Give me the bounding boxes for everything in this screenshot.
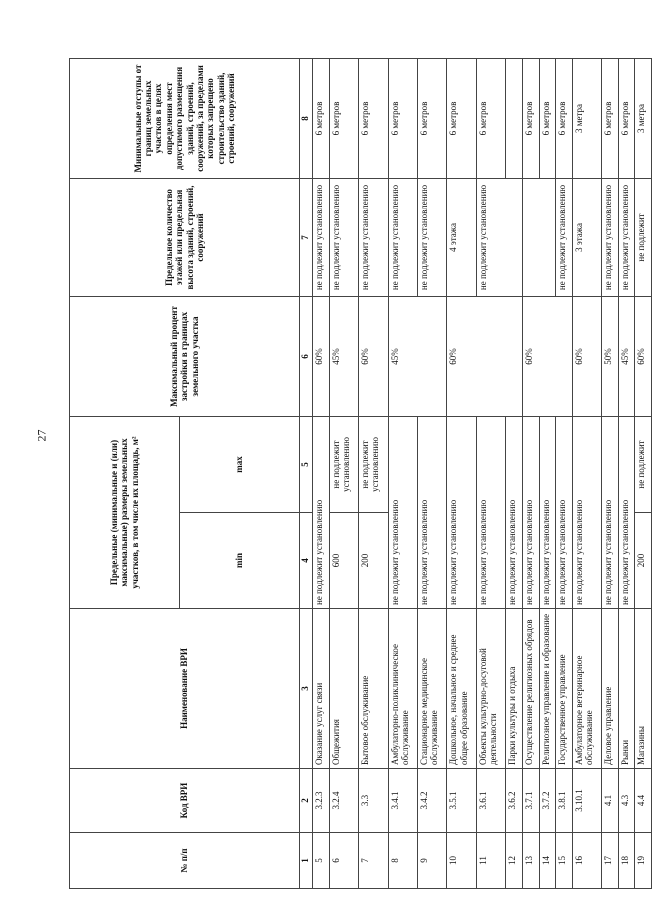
- row-floors: не подлежит установлению: [476, 178, 522, 296]
- row-floors: не подлежит установлению: [313, 178, 330, 296]
- row-code: 3.4.1: [388, 769, 417, 833]
- row-name: Стационарное медицинское обслуживание: [417, 609, 446, 769]
- row-floors: не подлежит установлению: [556, 178, 573, 296]
- table-row: [572, 58, 601, 888]
- row-setback: 6 метров: [388, 58, 417, 178]
- row-code: 3.7.2: [539, 769, 556, 833]
- column-number: 6: [300, 296, 313, 416]
- row-floors: 4 этажа: [447, 178, 476, 296]
- row-code: 4.3: [618, 769, 635, 833]
- row-setback: 3 метра: [635, 58, 652, 178]
- row-code: 4.4: [635, 769, 652, 833]
- row-setback: 6 метров: [313, 58, 330, 178]
- row-size: не подлежит установлению: [522, 416, 539, 608]
- row-coverage: 60%: [313, 296, 330, 416]
- row-coverage: 45%: [329, 296, 358, 416]
- header-coverage: Максимальный процент застройки в границах земельного участка: [70, 296, 300, 416]
- row-number: 12: [506, 833, 523, 889]
- row-floors: 3 этажа: [572, 178, 601, 296]
- row-name: Бытовое обслуживание: [359, 609, 388, 769]
- row-name: Парки культуры и отдыха: [506, 609, 523, 769]
- row-size-min: 200: [359, 513, 388, 609]
- header-num: № п/п: [70, 833, 300, 889]
- row-floors: не подлежит установлению: [359, 178, 388, 296]
- row-size-min: 200: [635, 513, 652, 609]
- column-number: 4: [300, 513, 313, 609]
- row-number: 10: [447, 833, 476, 889]
- row-name: Амбулаторно-поликлиническое обслуживание: [388, 609, 417, 769]
- table-row: [618, 58, 635, 888]
- table-row: [447, 58, 476, 888]
- row-floors: не подлежит установлению: [618, 178, 635, 296]
- row-number: 13: [522, 833, 539, 889]
- row-floors: не подлежит установлению: [417, 178, 446, 296]
- row-setback: 6 метров: [329, 58, 358, 178]
- row-floors: [522, 178, 555, 296]
- row-code: 3.7.1: [522, 769, 539, 833]
- table-row: [329, 58, 358, 888]
- row-size: не подлежит установлению: [506, 416, 523, 608]
- row-size: не подлежит установлению: [417, 416, 446, 608]
- row-setback: 3 метра: [572, 58, 601, 178]
- row-number: 8: [388, 833, 417, 889]
- header-setback: Минимальные отступы от границ земельных участков в целях определения мест допустимого размещения зданий, строений, сооружений, за пределами которых запрещено строительство зданий, строений, сооружений: [70, 58, 300, 178]
- row-floors: не подлежит установлению: [602, 178, 619, 296]
- row-number: 14: [539, 833, 556, 889]
- row-floors: не подлежит: [635, 178, 652, 296]
- row-setback: 6 метров: [556, 58, 573, 178]
- row-size: не подлежит установлению: [476, 416, 505, 608]
- table-row: [635, 58, 652, 888]
- row-code: 3.8.1: [556, 769, 573, 833]
- row-coverage: 60%: [635, 296, 652, 416]
- row-number: 6: [329, 833, 358, 889]
- column-number: 1: [300, 833, 313, 889]
- column-number: 8: [300, 58, 313, 178]
- column-number-row: [300, 58, 313, 888]
- row-name: Магазины: [635, 609, 652, 769]
- row-number: 5: [313, 833, 330, 889]
- row-code: 3.4.2: [417, 769, 446, 833]
- table-row: [476, 58, 505, 888]
- row-name: Рынки: [618, 609, 635, 769]
- row-number: 11: [476, 833, 505, 889]
- header-size-group: Предельные (минимальные и (или) максимальные) размеры земельных участков, в том числе их площадь, м²: [70, 416, 180, 608]
- page-number: 27: [34, 429, 49, 442]
- row-number: 9: [417, 833, 446, 889]
- row-name: Общежития: [329, 609, 358, 769]
- row-coverage: 45%: [388, 296, 447, 416]
- row-size-max: не подлежит установлению: [359, 416, 388, 512]
- table-row: [313, 58, 330, 888]
- header-size-min: min: [180, 513, 300, 609]
- row-code: 3.2.3: [313, 769, 330, 833]
- row-number: 17: [602, 833, 619, 889]
- regulations-table: [69, 58, 652, 889]
- row-coverage: 45%: [618, 296, 635, 416]
- row-coverage: 60%: [522, 296, 572, 416]
- column-number: 2: [300, 769, 313, 833]
- row-setback: 6 метров: [602, 58, 619, 178]
- row-number: 18: [618, 833, 635, 889]
- row-setback: 6 метров: [359, 58, 388, 178]
- row-setback: 6 метров: [539, 58, 556, 178]
- row-coverage: 60%: [359, 296, 388, 416]
- row-name: Государственное управление: [556, 609, 573, 769]
- row-size: не подлежит установлению: [313, 416, 330, 608]
- row-size: не подлежит установлению: [556, 416, 573, 608]
- row-size: не подлежит установлению: [388, 416, 417, 608]
- column-number: 7: [300, 178, 313, 296]
- row-floors: не подлежит установлению: [388, 178, 417, 296]
- row-setback: 6 метров: [618, 58, 635, 178]
- row-name: Осуществление религиозных обрядов: [522, 609, 539, 769]
- row-number: 16: [572, 833, 601, 889]
- table-row: [417, 58, 446, 888]
- row-size-max: не подлежит: [635, 416, 652, 512]
- row-name: Деловое управление: [602, 609, 619, 769]
- row-name: Объекты культурно-досуговой деятельности: [476, 609, 505, 769]
- row-number: 15: [556, 833, 573, 889]
- row-name: Религиозное управление и образование: [539, 609, 556, 769]
- row-setback: 6 метров: [447, 58, 476, 178]
- row-code: 3.6.2: [506, 769, 523, 833]
- column-number: 3: [300, 609, 313, 769]
- row-coverage: 50%: [602, 296, 619, 416]
- row-code: 4.1: [602, 769, 619, 833]
- row-code: 3.5.1: [447, 769, 476, 833]
- row-name: Дошкольное, начальное и среднее общее образование: [447, 609, 476, 769]
- row-setback: 6 метров: [417, 58, 446, 178]
- row-size: не подлежит установлению: [447, 416, 476, 608]
- row-code: 3.6.1: [476, 769, 505, 833]
- header-size-max: max: [180, 416, 300, 512]
- row-coverage: 60%: [447, 296, 523, 416]
- header-code: Код ВРИ: [70, 769, 300, 833]
- row-setback: 6 метров: [522, 58, 539, 178]
- row-size-min: 600: [329, 513, 358, 609]
- table-row: [359, 58, 388, 888]
- row-name: Амбулаторное ветеринарное обслуживание: [572, 609, 601, 769]
- table-row: [522, 58, 539, 888]
- row-size: не подлежит установлению: [539, 416, 556, 608]
- row-coverage: 60%: [572, 296, 601, 416]
- regulations-table-wrapper: [69, 59, 652, 889]
- row-code: 3.3: [359, 769, 388, 833]
- header-floors: Предельное количество этажей или предельная высота зданий, строений, сооружений: [70, 178, 300, 296]
- table-row: [388, 58, 417, 888]
- row-setback: [506, 58, 523, 178]
- row-number: 7: [359, 833, 388, 889]
- table-row: [556, 58, 573, 888]
- row-size: не подлежит установлению: [572, 416, 601, 608]
- table-row: [602, 58, 619, 888]
- row-setback: 6 метров: [476, 58, 505, 178]
- row-size: не подлежит установлению: [602, 416, 619, 608]
- row-size-max: не подлежит установлению: [329, 416, 358, 512]
- row-code: 3.10.1: [572, 769, 601, 833]
- column-number: 5: [300, 416, 313, 512]
- row-number: 19: [635, 833, 652, 889]
- row-code: 3.2.4: [329, 769, 358, 833]
- row-size: не подлежит установлению: [618, 416, 635, 608]
- row-name: Оказание услуг связи: [313, 609, 330, 769]
- row-floors: не подлежит установлению: [329, 178, 358, 296]
- header-name: Наименование ВРИ: [70, 609, 300, 769]
